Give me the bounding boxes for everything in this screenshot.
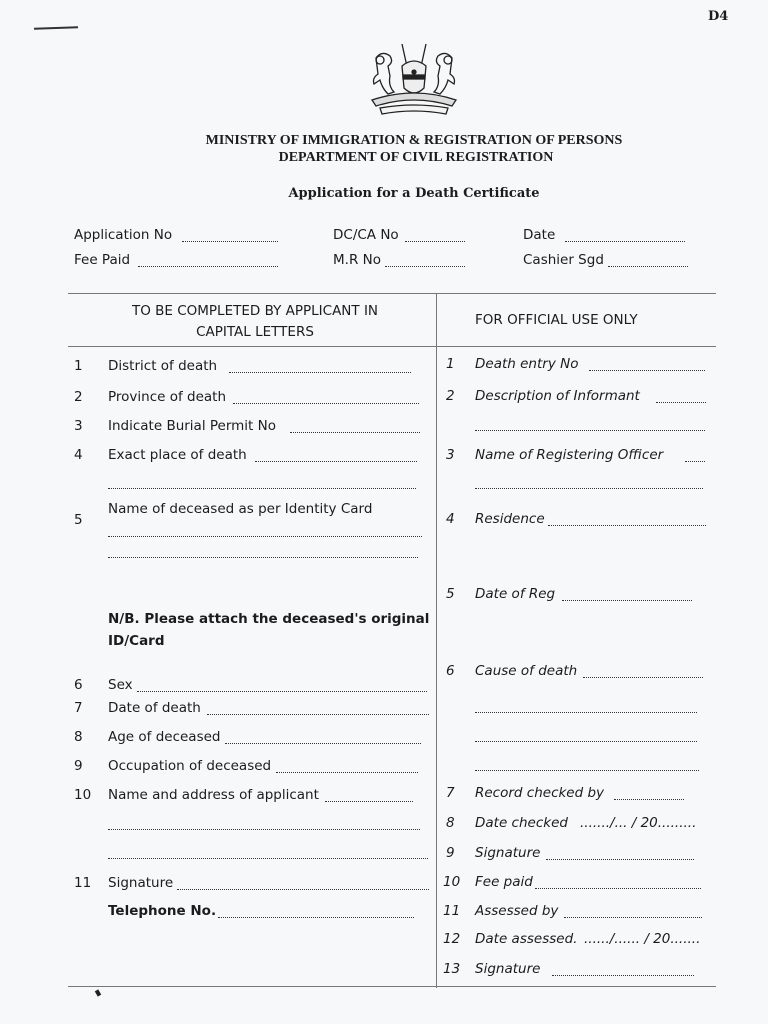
deceased-name-label: Name of deceased as per Identity Card [108, 501, 373, 517]
applicant-address-field-3[interactable] [108, 858, 428, 859]
table-header-rule [68, 346, 716, 347]
assessor-signature-field[interactable] [552, 975, 694, 976]
item-number: 5 [446, 586, 455, 602]
mr-no-label: M.R No [333, 252, 381, 268]
occupation-field[interactable] [276, 772, 418, 773]
applicant-name-address-field[interactable] [325, 801, 413, 802]
registering-officer-field[interactable] [685, 461, 705, 462]
residence-label: Residence [475, 511, 545, 527]
applicant-address-field-2[interactable] [108, 829, 420, 830]
item-number: 4 [74, 447, 83, 463]
cause-of-death-field[interactable] [583, 677, 703, 678]
fee-paid-field[interactable] [138, 266, 278, 267]
item-number: 1 [74, 358, 83, 374]
registering-officer-field-2[interactable] [475, 488, 703, 489]
table-top-rule [68, 293, 716, 294]
stray-mark [95, 989, 101, 996]
mr-no-field[interactable] [385, 266, 465, 267]
item-number: 13 [443, 961, 461, 977]
telephone-label: Telephone No. [108, 903, 217, 919]
place-of-death-field-2[interactable] [108, 488, 416, 489]
application-no-field[interactable] [182, 241, 278, 242]
cause-of-death-field-2[interactable] [475, 712, 697, 713]
deceased-name-field-2[interactable] [108, 557, 418, 558]
telephone-field[interactable] [218, 917, 414, 918]
item-number: 10 [443, 874, 461, 890]
item-number: 11 [74, 875, 92, 891]
item-number: 2 [74, 389, 83, 405]
item-number: 6 [74, 677, 83, 693]
corner-mark [34, 26, 78, 30]
item-number: 8 [74, 729, 83, 745]
form-title: Application for a Death Certificate [288, 186, 540, 201]
item-number: 3 [446, 447, 455, 463]
form-code: D4 [708, 9, 729, 24]
department-title: DEPARTMENT OF CIVIL REGISTRATION [278, 150, 554, 165]
record-checked-by-field[interactable] [614, 799, 684, 800]
item-number: 7 [74, 700, 83, 716]
official-signature-field[interactable] [546, 859, 694, 860]
item-number: 12 [443, 931, 461, 947]
date-assessed-field[interactable]: ....../...... / 20....... [584, 931, 701, 947]
official-column-header: FOR OFFICIAL USE ONLY [475, 312, 638, 328]
assessor-signature-label: Signature [475, 961, 541, 977]
cause-of-death-label: Cause of death [475, 663, 578, 679]
application-no-label: Application No [74, 227, 173, 243]
item-number: 9 [74, 758, 83, 774]
note-line1: N/B. Please attach the deceased's original [108, 611, 430, 627]
death-entry-no-field[interactable] [589, 370, 705, 371]
item-number: 1 [446, 356, 455, 372]
item-number: 5 [74, 512, 83, 528]
deceased-name-field[interactable] [108, 536, 422, 537]
ministry-title: MINISTRY OF IMMIGRATION & REGISTRATION OF PERSONS [205, 133, 623, 148]
column-divider [436, 293, 437, 988]
item-number: 4 [446, 511, 455, 527]
dcca-no-field[interactable] [405, 241, 465, 242]
date-of-death-field[interactable] [207, 714, 429, 715]
item-number: 11 [443, 903, 461, 919]
record-checked-by-label: Record checked by [475, 785, 605, 801]
date-checked-field[interactable]: ......./... / 20......... [580, 815, 697, 831]
applicant-column-header [90, 301, 420, 343]
item-number: 3 [74, 418, 83, 434]
burial-permit-label: Indicate Burial Permit No [108, 418, 276, 434]
occupation-label: Occupation of deceased [108, 758, 272, 774]
note-line2: ID/Card [108, 633, 165, 649]
applicant-signature-field[interactable] [177, 889, 429, 890]
applicant-name-address-label: Name and address of applicant [108, 787, 319, 803]
fee-paid-official-field[interactable] [535, 888, 701, 889]
age-of-deceased-label: Age of deceased [108, 729, 221, 745]
sex-label: Sex [108, 677, 133, 693]
informant-description-label: Description of Informant [475, 388, 640, 404]
cause-of-death-field-3[interactable] [475, 741, 697, 742]
date-assessed-label: Date assessed. [475, 931, 578, 947]
item-number: 8 [446, 815, 455, 831]
official-signature-label: Signature [475, 845, 541, 861]
item-number: 10 [74, 787, 92, 803]
burial-permit-field[interactable] [290, 432, 420, 433]
death-entry-no-label: Death entry No [475, 356, 579, 372]
informant-description-field[interactable] [656, 402, 706, 403]
coat-of-arms-emblem [362, 38, 466, 116]
applicant-header-line2: CAPITAL LETTERS [196, 324, 314, 340]
fee-paid-official-label: Fee paid [475, 874, 533, 890]
province-of-death-label: Province of death [108, 389, 227, 405]
item-number: 7 [446, 785, 455, 801]
applicant-signature-label: Signature [108, 875, 174, 891]
assessed-by-field[interactable] [564, 917, 702, 918]
dcca-no-label: DC/CA No [333, 227, 399, 243]
date-of-reg-field[interactable] [562, 600, 692, 601]
place-of-death-field[interactable] [255, 461, 417, 462]
sex-field[interactable] [137, 691, 427, 692]
date-of-death-label: Date of death [108, 700, 201, 716]
cashier-sgd-label: Cashier Sgd [523, 252, 604, 268]
date-of-reg-label: Date of Reg [475, 586, 556, 602]
item-number: 6 [446, 663, 455, 679]
applicant-header-line1: TO BE COMPLETED BY APPLICANT IN [131, 303, 379, 319]
province-of-death-field[interactable] [233, 403, 419, 404]
assessed-by-label: Assessed by [475, 903, 559, 919]
informant-description-field-2[interactable] [475, 430, 705, 431]
place-of-death-label: Exact place of death [108, 447, 247, 463]
registering-officer-label: Name of Registering Officer [475, 447, 664, 463]
id-attachment-note [108, 608, 429, 652]
date-field[interactable] [565, 241, 685, 242]
item-number: 2 [446, 388, 455, 404]
cause-of-death-field-4[interactable] [475, 770, 699, 771]
table-bottom-rule [68, 986, 716, 987]
fee-paid-label: Fee Paid [74, 252, 131, 268]
district-of-death-field[interactable] [229, 372, 411, 373]
cashier-sgd-field[interactable] [608, 266, 688, 267]
residence-field[interactable] [548, 525, 706, 526]
date-checked-label: Date checked [475, 815, 568, 831]
age-of-deceased-field[interactable] [225, 743, 421, 744]
date-label: Date [523, 227, 556, 243]
district-of-death-label: District of death [108, 358, 218, 374]
item-number: 9 [446, 845, 455, 861]
